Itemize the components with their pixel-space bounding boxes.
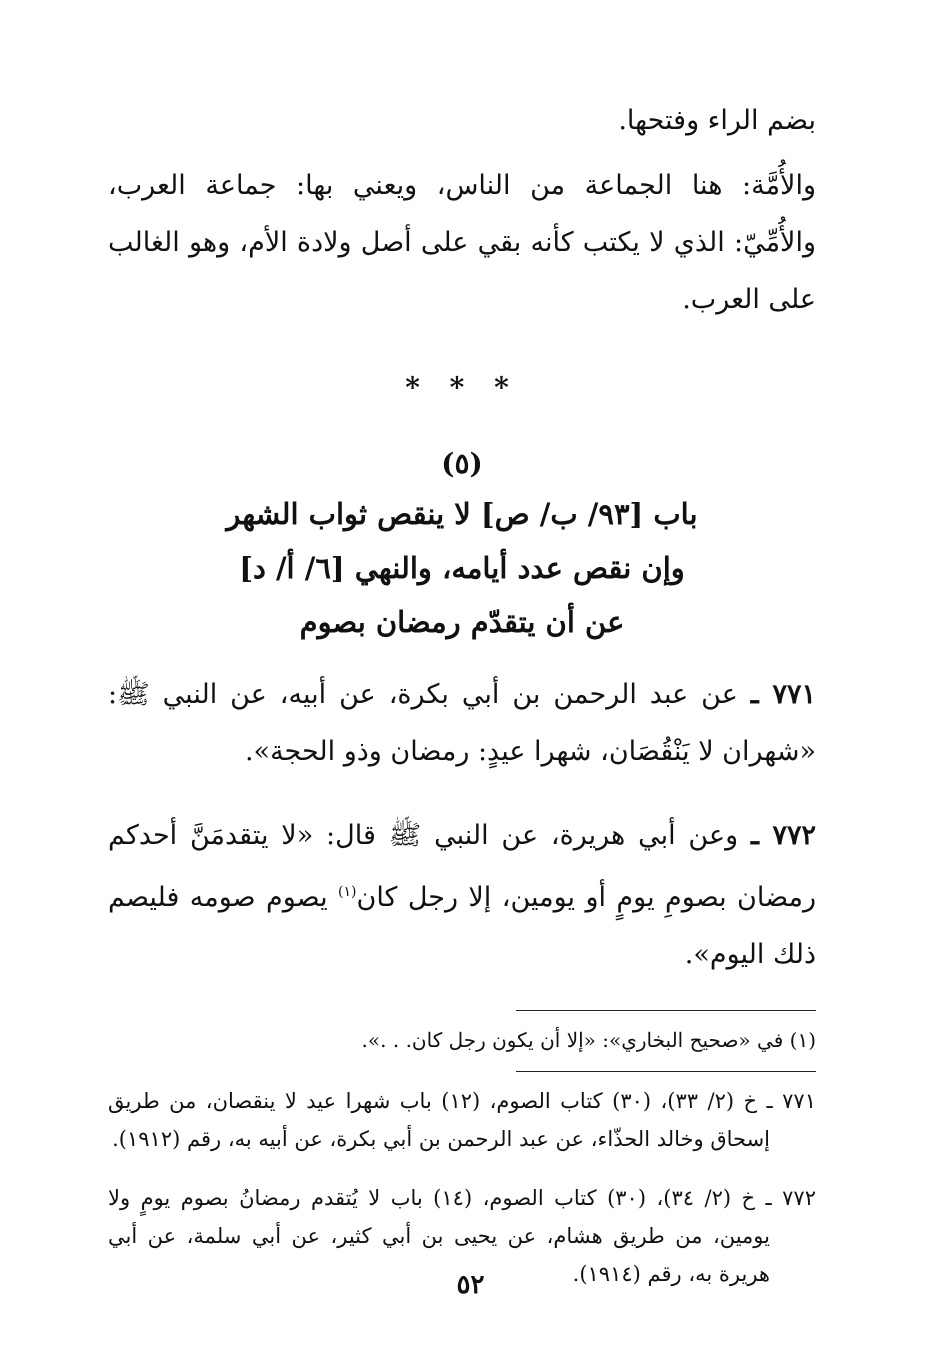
chapter-title-line-2: وإن نقص عدد أيامه، والنهي [٦/ أ/ د]	[239, 551, 685, 585]
chapter-title-line-3: عن أن يتقدّم رمضان بصوم	[299, 605, 625, 639]
chapter-number: (٥)	[441, 447, 483, 480]
footnote-mark: (١)	[789, 1028, 816, 1052]
page-number: ٥٢	[456, 1270, 485, 1300]
hadith-771	[108, 666, 816, 780]
footnote-1	[108, 1023, 816, 1057]
footnote-marker[interactable]: (١)	[338, 884, 357, 900]
hadith-text: وعن أبي هريرة، عن النبي ﷺ قال: «لا يتقدمَنَّ أحدكم رمضان بصومِ يومٍ أو يومين، إلا رجل كان	[108, 820, 817, 913]
umma-definition: والأُمَّة: هنا الجماعة من الناس، ويعني بها: جماعة العرب، والأُمِّيّ: الذي لا يكتب كأنه بقي على أصل ولادة الأم، وهو الغالب على العرب.	[108, 170, 816, 315]
section-separator: * * *	[405, 371, 519, 404]
page-body	[108, 92, 816, 1314]
intro-line: بضم الراء وفتحها.	[618, 105, 816, 136]
hadith-text-continued: يصوم صومه فليصم ذلك اليوم».	[108, 882, 816, 970]
hadith-number: ٧٧٢ ـ	[750, 820, 816, 851]
footnote-divider	[516, 1010, 816, 1011]
footnote-text: في «صحيح البخاري»: «إلا أن يكون رجل كان. . .».	[361, 1028, 784, 1052]
reference-772: ٧٧٢ ـ خ (٢/ ٣٤)، (٣٠) كتاب الصوم، (١٤) باب لا يُتقدم رمضانُ بصوم يومٍ ولا يومين، من طريق هشام، عن يحيى بن أبي كثير، عن أبي سلمة، عن أبي هريرة به، رقم (١٩١٤).	[108, 1186, 816, 1286]
hadith-number: ٧٧١ ـ	[750, 679, 816, 710]
chapter-title-line-1: باب [٩٣/ ب/ ص] لا ينقص ثواب الشهر	[226, 497, 698, 531]
references-divider	[516, 1071, 816, 1072]
hadith-772	[108, 807, 816, 983]
hadith-text: عن عبد الرحمن بن أبي بكرة، عن أبيه، عن النبي ﷺ: «شهران لا يَنْقُصَان، شهرا عيدٍ: رمضان وذو الحجة».	[108, 679, 816, 767]
reference-771: ٧٧١ ـ خ (٢/ ٣٣)، (٣٠) كتاب الصوم، (١٢) باب شهرا عيد لا ينقصان، من طريق إسحاق وخالد الحذّاء، عن عبد الرحمن بن أبي بكرة، عن أبيه به، رقم (١٩١٢).	[108, 1089, 816, 1151]
